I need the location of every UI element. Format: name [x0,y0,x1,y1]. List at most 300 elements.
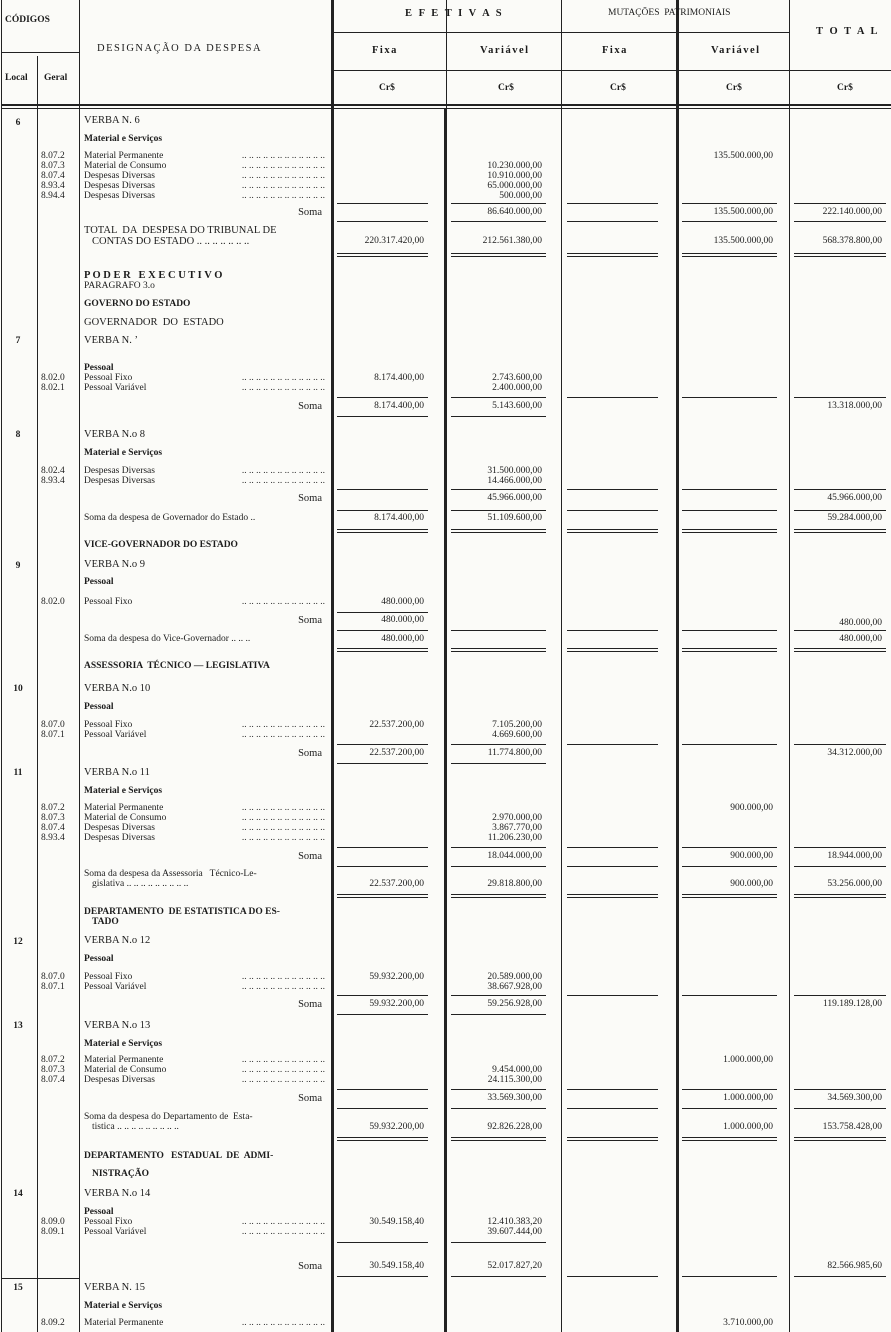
item-ef-variavel: 3.867.770,00 [492,823,542,833]
local-code: 14 [13,1189,23,1199]
dot-leader: .. .. .. .. .. .. .. .. .. .. .. .. [241,151,325,161]
item-description: Pessoal Variável [84,982,149,992]
soma-ef-variavel: 5.143.600,00 [492,401,542,411]
governo-estado: GOVERNO DO ESTADO [84,299,191,309]
geral-code: 8.07.1 [41,730,65,740]
item-description: Pessoal Variável [84,383,149,393]
geral-code: 8.93.4 [41,833,65,843]
underline-mutFixa [567,489,658,490]
underline-total [794,397,886,398]
total-tribunal-line2: CONTAS DO ESTADO .. .. .. .. .. .. .. [92,236,250,247]
underline-mutFixa [567,397,658,398]
underline2-total [794,630,886,631]
verba-title: VERBA N.o 12 [84,935,151,946]
geral-code: 8.07.0 [41,720,65,730]
dept-administracao-line1: DEPARTAMENTO ESTADUAL DE ADMI- [84,1151,274,1161]
soma-label: Soma [298,615,322,626]
soma-ef-fixa: 30.549.158,40 [369,1261,424,1271]
header-cur-ef-fixa: Cr$ [379,83,395,93]
dot-leader: .. .. .. .. .. .. .. .. .. .. .. .. [241,1055,325,1065]
item-ef-variavel: 2.970.000,00 [492,813,542,823]
item-ef-variavel: 38.667.928,00 [487,982,542,992]
local-code: 6 [15,118,21,128]
underline-efVar [451,489,546,490]
soma-ef-variavel: 33.569.300,00 [487,1093,542,1103]
item-description: Pessoal Fixo [84,972,135,982]
underline2-total [794,866,886,867]
dot-leader: .. .. .. .. .. .. .. .. .. .. .. .. [241,813,325,823]
double-efVar [451,253,546,257]
underline-total [794,744,886,745]
item-ef-variavel: 11.206.230,00 [487,833,542,843]
soma-total: 119.189.128,00 [822,999,882,1009]
header-total: T O T A L [816,26,880,37]
double-total [794,1137,886,1141]
item-ef-variavel: 2.400.000,00 [492,383,542,393]
dot-leader: .. .. .. .. .. .. .. .. .. .. .. .. [241,972,325,982]
geral-code: 8.09.2 [41,1318,65,1328]
underline2-efFixa [337,630,428,631]
geral-code: 8.07.3 [41,161,65,171]
verba-title: VERBA N.o 8 [84,429,145,440]
soma-governador: Soma da despesa de Governador do Estado .. [84,513,256,523]
geral-code: 8.02.0 [41,597,65,607]
assessoria-title: ASSESSORIA TÉCNICO — LEGISLATIVA [84,661,270,671]
underline-efFixa [337,1242,428,1243]
header-codigos: CÓDIGOS [5,15,50,25]
total-tribunal-ef-variavel: 212.561.380,00 [482,236,542,246]
underline2-efVar [451,1108,546,1109]
rule-left [1,0,2,1332]
header-ef-fixa: Fixa [372,45,398,56]
item-ef-variavel: 31.500.000,00 [487,466,542,476]
geral-code: 8.07.4 [41,171,65,181]
poder-executivo: P O D E R E X E C U T I V O [84,270,223,281]
underline2-efVar [451,866,546,867]
soma-total: 45.966.000,00 [827,493,882,503]
underline-efFixa [337,489,428,490]
verba-subtitle: Pessoal [84,577,114,587]
rule-ef-split [444,108,447,1332]
dot-leader: .. .. .. .. .. .. .. .. .. .. .. .. [241,1227,325,1237]
soma-total: 82.566.985,60 [827,1261,882,1271]
soma-assessoria-line1: Soma da despesa da Assessoria Técnico-Le- [84,869,257,879]
double-mutVar [682,894,777,898]
dot-leader: .. .. .. .. .. .. .. .. .. .. .. .. [241,373,325,383]
soma-assessoria-ef-fixa: 22.537.200,00 [369,879,424,889]
underline-total [794,1089,886,1090]
geral-code: 8.94.4 [41,191,65,201]
double-mutVar [682,253,777,257]
item-description: Material Permanente [84,803,166,813]
underline2-total [794,510,886,511]
double-efVar [451,529,546,533]
geral-code: 8.07.4 [41,823,65,833]
underline2-efFixa [337,1014,428,1015]
soma-dept-ef-fixa: 59.932.200,00 [369,1122,424,1132]
item-description: Material de Consumo [84,161,169,171]
verba-subtitle: Material e Serviços [84,1301,163,1311]
item-ef-variavel: 65.000.000,00 [487,181,542,191]
soma-dept-ef-variavel: 92.826.228,00 [487,1122,542,1132]
item-description: Despesas Diversas [84,476,158,486]
soma-mut-variavel: 1.000.000,00 [723,1093,773,1103]
header-cur-ef-var: Cr$ [498,83,514,93]
header-designacao: DESIGNAÇÃO DA DESPESA [97,43,263,54]
item-ef-fixa: 30.549.158,40 [369,1217,424,1227]
dot-leader: .. .. .. .. .. .. .. .. .. .. .. .. [241,383,325,393]
double-efFixa [337,648,428,652]
dot-leader: .. .. .. .. .. .. .. .. .. .. .. .. [241,1065,325,1075]
total-tribunal-mut-variavel: 135.500.000,00 [713,236,773,246]
total-tribunal-line1: TOTAL DA DESPESA DO TRIBUNAL DE [84,225,277,236]
geral-code: 8.02.1 [41,383,65,393]
double-efVar [451,1137,546,1141]
item-ef-fixa: 22.537.200,00 [369,720,424,730]
dot-leader: .. .. .. .. .. .. .. .. .. .. .. .. [241,803,325,813]
dept-administracao-line2: NISTRAÇÃO [92,1169,150,1179]
dot-leader: .. .. .. .. .. .. .. .. .. .. .. .. [241,191,325,201]
rule-head-1 [332,32,789,33]
local-code: 13 [13,1021,23,1031]
verba-title: VERBA N. 15 [84,1282,145,1293]
dot-leader: .. .. .. .. .. .. .. .. .. .. .. .. [241,161,325,171]
item-ef-fixa: 59.932.200,00 [369,972,424,982]
underline-total [794,995,886,996]
underline2-efFixa [337,1276,428,1277]
underline-mutVar [682,489,777,490]
rule-head-2 [332,70,891,71]
underline-mutVar [682,995,777,996]
soma-ef-variavel: 18.044.000,00 [487,851,542,861]
dept-estatistica-line1: DEPARTAMENTO DE ESTATISTICA DO ES- [84,907,280,917]
underline2-mutVar [682,1276,777,1277]
soma-vice-total: 480.000,00 [839,634,882,644]
verba-title: VERBA N.o 10 [84,683,151,694]
item-description: Material Permanente [84,151,166,161]
soma-governador-ef-fixa: 8.174.400,00 [374,513,424,523]
underline2-mutFixa [567,510,658,511]
underline2-mutFixa [567,221,658,222]
item-ef-variavel: 2.743.600,00 [492,373,542,383]
underline-total [794,203,886,204]
soma-ef-fixa: 480.000,00 [381,615,424,625]
double-total [794,894,886,898]
underline2-efFixa [337,510,428,511]
verba-subtitle: Pessoal [84,954,114,964]
dot-leader: .. .. .. .. .. .. .. .. .. .. .. .. [241,833,325,843]
header-local: Local [5,73,28,83]
underline2-total [794,221,886,222]
item-description: Despesas Diversas [84,466,158,476]
item-description: Pessoal Variável [84,730,149,740]
geral-code: 8.93.4 [41,181,65,191]
double-mutFixa [567,1137,658,1141]
soma-label: Soma [298,207,322,218]
underline2-mutVar [682,221,777,222]
header-efetivas: E F E T I V A S [405,8,504,19]
soma-total: 34.312.000,00 [827,748,882,758]
soma-vice: Soma da despesa do Vice-Governador .. .. .. [84,634,251,644]
item-ef-variavel: 9.454.000,00 [492,1065,542,1075]
verba-subtitle: Pessoal [84,1207,114,1217]
underline-mutVar [682,397,777,398]
soma-assessoria-line2: gislativa .. .. .. .. .. .. .. .. .. [92,879,189,889]
double-total [794,253,886,257]
verba-subtitle: Pessoal [84,363,114,373]
local-code: 10 [13,684,23,694]
underline2-efVar [451,763,546,764]
governador-estado: GOVERNADOR DO ESTADO [84,317,224,328]
soma-dept-total: 153.758.428,00 [822,1122,882,1132]
local-code: 9 [15,561,21,571]
soma-dept-mut-variavel: 1.000.000,00 [723,1122,773,1132]
underline-efFixa [337,1089,428,1090]
rule-mut-split [676,0,679,1332]
rule-head-bottom-2 [1,108,891,109]
underline2-efFixa [337,416,428,417]
dot-leader: .. .. .. .. .. .. .. .. .. .. .. .. [241,597,325,607]
item-description: Pessoal Fixo [84,720,135,730]
double-efFixa [337,529,428,533]
header-cur-total: Cr$ [837,83,853,93]
dot-leader: .. .. .. .. .. .. .. .. .. .. .. .. [241,181,325,191]
verba-subtitle: Material e Serviços [84,134,163,144]
item-description: Pessoal Fixo [84,373,135,383]
geral-code: 8.07.2 [41,1055,65,1065]
rule-mut-total [789,0,790,1332]
local-code: 11 [13,768,23,778]
double-efFixa [337,894,428,898]
local-code: 7 [15,336,21,346]
double-mutFixa [567,648,658,652]
underline2-efVar [451,1014,546,1015]
underline-efFixa [337,397,428,398]
verba-subtitle: Material e Serviços [84,786,163,796]
soma-label: Soma [298,748,322,759]
item-description: Despesas Diversas [84,171,158,181]
geral-code: 8.07.4 [41,1075,65,1085]
item-ef-variavel: 24.115.300,00 [487,1075,542,1085]
item-ef-fixa: 8.174.400,00 [374,373,424,383]
geral-code: 8.09.1 [41,1227,65,1237]
total-tribunal-total: 568.378.800,00 [822,236,882,246]
underline-efVar [451,1089,546,1090]
double-mutFixa [567,529,658,533]
soma-mut-variavel: 900.000,00 [730,851,773,861]
underline-mutFixa [567,1089,658,1090]
geral-code: 8.07.0 [41,972,65,982]
rule-codes-desc [79,0,80,1332]
double-total [794,648,886,652]
verba-title: VERBA N. ’ [84,335,138,346]
verba-title: VERBA N.o 14 [84,1188,151,1199]
underline2-efVar [451,1276,546,1277]
underline-efFixa [337,203,428,204]
underline2-mutVar [682,510,777,511]
underline-mutVar [682,203,777,204]
rule-desc-ef [331,0,334,1332]
dot-leader: .. .. .. .. .. .. .. .. .. .. .. .. [241,1075,325,1085]
double-mutVar [682,648,777,652]
geral-code: 8.07.2 [41,151,65,161]
soma-mut-variavel: 135.500.000,00 [713,207,773,217]
soma-label: Soma [298,493,322,504]
underline2-efFixa [337,763,428,764]
underline-efVar [451,397,546,398]
item-description: Pessoal Variável [84,1227,149,1237]
underline2-mutFixa [567,866,658,867]
underline-mutFixa [567,847,658,848]
soma-label: Soma [298,401,322,412]
verba-subtitle: Pessoal [84,702,114,712]
item-description: Despesas Diversas [84,833,158,843]
item-ef-variavel: 39.607.444,00 [487,1227,542,1237]
header-mut-variavel: Variável [711,45,761,56]
underline-efFixa [337,744,428,745]
item-description: Despesas Diversas [84,181,158,191]
header-mutacoes: MUTAÇÕES PATRIMONIAIS [608,8,731,18]
soma-ef-variavel: 11.774.800,00 [487,748,542,758]
underline-efFixa [337,847,428,848]
verba-title: VERBA N. 6 [84,115,140,126]
underline2-mutVar [682,630,777,631]
soma-label: Soma [298,851,322,862]
soma-total: 34.569.300,00 [827,1093,882,1103]
verba-title: VERBA N.o 13 [84,1020,151,1031]
geral-code: 8.07.1 [41,982,65,992]
soma-assessoria-total: 53.256.000,00 [827,879,882,889]
underline2-total [794,1108,886,1109]
underline-efVar [451,203,546,204]
item-description: Material de Consumo [84,813,169,823]
underline-efFixa [337,995,428,996]
item-description: Despesas Diversas [84,823,158,833]
local-code: 12 [13,937,23,947]
item-mut-variavel: 135.500.000,00 [713,151,773,161]
geral-code: 8.93.4 [41,476,65,486]
underline2-mutFixa [567,1108,658,1109]
underline-mutVar [682,1089,777,1090]
item-description: Pessoal Fixo [84,1217,135,1227]
underline2-mutFixa [567,630,658,631]
underline2-efFixa [337,221,428,222]
underline-mutVar [682,847,777,848]
double-efFixa [337,253,428,257]
soma-label: Soma [298,999,322,1010]
soma-dept-line1: Soma da despesa do Departamento de Esta- [84,1112,253,1122]
underline-ef-fixa [337,612,428,613]
item-mut-variavel: 900.000,00 [730,803,773,813]
rule-codes [1,52,79,53]
header-mut-fixa: Fixa [602,45,628,56]
double-mutVar [682,529,777,533]
underline-mutFixa [567,744,658,745]
soma-governador-ef-variavel: 51.109.600,00 [487,513,542,523]
item-ef-variavel: 10.910.000,00 [487,171,542,181]
soma-total: 222.140.000,00 [822,207,882,217]
rule-section-15 [1,1278,79,1279]
item-ef-variavel: 10.230.000,00 [487,161,542,171]
dot-leader: .. .. .. .. .. .. .. .. .. .. .. .. [241,720,325,730]
soma-total: 18.944.000,00 [827,851,882,861]
item-ef-variavel: 4.669.600,00 [492,730,542,740]
item-mut-variavel: 1.000.000,00 [723,1055,773,1065]
underline2-mutFixa [567,1276,658,1277]
underline2-mutVar [682,1108,777,1109]
soma-label: Soma [298,1261,322,1272]
underline2-efFixa [337,866,428,867]
verba-subtitle: Material e Serviços [84,448,163,458]
total-tribunal-ef-fixa: 220.317.420,00 [364,236,424,246]
rule-ef-mut [561,0,562,1332]
dept-estatistica-line2: TADO [92,917,119,927]
soma-total: 480.000,00 [839,618,882,628]
item-description: Despesas Diversas [84,191,158,201]
soma-assessoria-mut-variavel: 900.000,00 [730,879,773,889]
dot-leader: .. .. .. .. .. .. .. .. .. .. .. .. [241,823,325,833]
underline-total [794,847,886,848]
soma-vice-ef-fixa: 480.000,00 [381,634,424,644]
soma-total: 13.318.000,00 [827,401,882,411]
underline-efVar [451,847,546,848]
double-mutFixa [567,253,658,257]
item-description: Despesas Diversas [84,1075,158,1085]
geral-code: 8.07.3 [41,813,65,823]
soma-ef-variavel: 52.017.827,20 [487,1261,542,1271]
underline-mutFixa [567,995,658,996]
underline2-efVar [451,510,546,511]
local-code: 8 [15,430,21,440]
soma-ef-variavel: 45.966.000,00 [487,493,542,503]
rule-head-bottom [1,104,891,106]
geral-code: 8.07.3 [41,1065,65,1075]
double-total [794,529,886,533]
geral-code: 8.02.0 [41,373,65,383]
underline-efVar [451,1242,546,1243]
underline-efVar [451,744,546,745]
underline2-total [794,1276,886,1277]
underline-mutVar [682,744,777,745]
item-ef-variavel: 7.105.200,00 [492,720,542,730]
item-ef-variavel: 12.410.383,20 [487,1217,542,1227]
header-cur-mut-var: Cr$ [726,83,742,93]
dot-leader: .. .. .. .. .. .. .. .. .. .. .. .. [241,171,325,181]
dot-leader: .. .. .. .. .. .. .. .. .. .. .. .. [241,982,325,992]
item-ef-variavel: 20.589.000,00 [487,972,542,982]
underline-efVar [451,995,546,996]
paragrafo: PARAGRAFO 3.o [84,281,155,291]
dot-leader: .. .. .. .. .. .. .. .. .. .. .. .. [241,1217,325,1227]
soma-ef-fixa: 8.174.400,00 [374,401,424,411]
dot-leader: .. .. .. .. .. .. .. .. .. .. .. .. [241,476,325,486]
header-cur-mut-fixa: Cr$ [610,83,626,93]
item-ef-variavel: 14.466.000,00 [487,476,542,486]
underline2-efVar [451,630,546,631]
underline2-efFixa [337,1108,428,1109]
item-mut-variavel: 3.710.000,00 [723,1318,773,1328]
geral-code: 8.07.2 [41,803,65,813]
verba-subtitle: Material e Serviços [84,1039,163,1049]
soma-ef-variavel: 86.640.000,00 [487,207,542,217]
dot-leader: .. .. .. .. .. .. .. .. .. .. .. .. [241,466,325,476]
item-description: Material Permanente [84,1055,166,1065]
item-ef-variavel: 500.000,00 [499,191,542,201]
underline-mutFixa [567,203,658,204]
soma-label: Soma [298,1093,322,1104]
soma-ef-variavel: 59.256.928,00 [487,999,542,1009]
item-ef-fixa: 480.000,00 [381,597,424,607]
